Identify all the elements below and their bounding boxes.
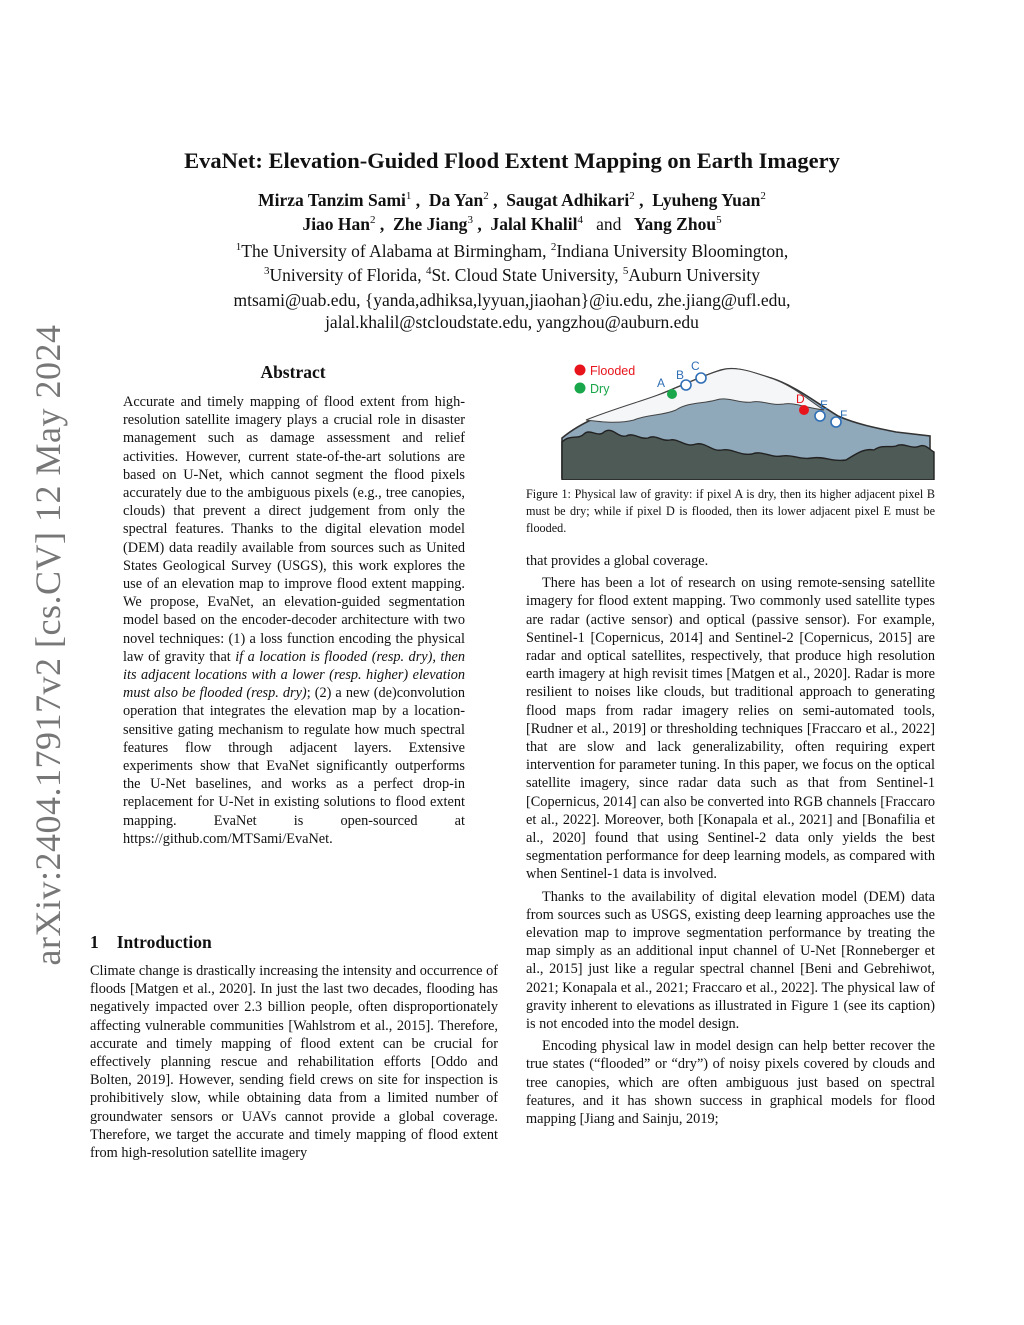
affiliation: St. Cloud State University, [431,265,623,285]
affiliation-line-2 [0,265,1024,286]
arxiv-sidebar [26,324,70,966]
affiliation: Indiana University Bloomington, [556,241,789,261]
email-line-2: jalal.khalil@stcloudstate.edu, yangzhou@auburn.edu [325,312,699,332]
abstract-text: Accurate and timely mapping of flood extent from high-resolution satellite imagery plays a crucial role in disaster management such as damage assessment and relief activities. However, current state-of-the-art solutions are based on U-Net, which cannot segment the flood pixels accurately due to the ambiguous pixels (e.g., tree canopies, clouds) that prevent a direct judgement from only the spectral features. Thanks to the digital elevation model (DEM) data readily available from sources such as United States Geological Survey (USGS), this work explores the use of an elevation map to improve flood extent mapping. We propose, EvaNet, an elevation-guided segmentation model based on the encoder-decoder architecture with two novel techniques: (1) a loss function encoding the physical law of gravity that [123,394,465,665]
affil-mark: 1 [235,241,242,253]
author-name: Zhe Jiang [393,214,468,234]
author-affil-mark: 4 [577,214,583,226]
author-name: Jiao Han [302,214,371,234]
point-e-open [815,411,825,421]
label-b: B [676,368,685,382]
abstract-italic-text: if a location is flooded (resp. dry), then its adjacent locations with a lower (resp. higher) elevation must also be flooded (resp. dry) [123,648,465,702]
intro-left-column: Climate change is drastically increasing the intensity and occurrence of floods [Matgen et al., 2020]. In just the last two decades, flooding has negatively impacted over 2.3 billion people, often disproportionately affecting vulnerable communities [Wahlstrom et al., 2015]. Therefore, accurate and timely mapping of flood extent can be crucial for effectively planning rescue and rehabilitation efforts [Oddo and Bolten, 2019]. However, sending field crews on site for inspection is prohibitively slow, while obtaining data from a limited number of groundwater sensors or UAVs cannot provide a global coverage. Therefore, we target the accurate and timely mapping of flood extent from high-resolution satellite imagery [90,963,498,1162]
point-a-dry [667,389,677,399]
author-name: Lyuheng Yuan [652,190,761,210]
section-number: 1 [90,932,99,952]
author-line-1: Mirza Tanzim Sami$^1$ , Da Yan$^2$ , Saugat Adhikari$^2$ , Lyuheng Yuan$^2$ [258,190,766,210]
author-affil-mark: 2 [483,190,489,202]
label-f: F [840,408,848,422]
abstract-text-end: ; (2) a new (de)convolution operation that integrates the elevation map by a location-sensitive gating mechanism to regulate how much spectral features flow through adjacent layers. Extensive experiments show that EvaNet significantly outperforms the U-Net baselines, and works as a perfect drop-in replacement for U-Net in existing solutions to flood extent mapping. EvaNet is open-sourced at https://github.com/MTSami/EvaNet. [123,685,466,847]
author-name: Mirza Tanzim Sami [258,190,406,210]
abstract-heading: Abstract [260,362,326,382]
point-c-open [696,373,706,383]
author-line-2: Jiao Han$^2$ , Zhe Jiang$^3$ , Jalal Khalil$^4$ and Yang Zhou$^5$ [302,214,722,234]
figure-1-caption: Figure 1: Physical law of gravity: if pixel A is dry, then its higher adjacent pixel B must be dry; while if pixel D is flooded, then its lower adjacent pixel E must be flooded. [526,487,935,535]
affiliation-line-1 [0,241,1024,262]
affil-mark: 2 [550,241,557,253]
author-and: and [596,214,622,234]
label-e: E [820,398,829,412]
author-affil-mark: 3 [467,214,473,226]
legend-dry-marker [575,383,586,394]
paper-title: EvaNet: Elevation-Guided Flood Extent Mapping on Earth Imagery [184,148,840,173]
affiliation: University of Florida, [269,265,426,285]
label-a: A [657,376,666,390]
author-affil-mark: 5 [716,214,722,226]
section-title: Introduction [116,932,212,952]
paragraph: There has been a lot of research on using remote-sensing satellite imagery for flood extent mapping. Two commonly used satellite types are radar (active sensor) and optical (passive sensor). For example, Sentinel-1 [Copernicus, 2014] and Sentinel-2 [Copernicus, 2015] are radar and optical satellites, respectively, that produce high resolution earth imagery at high revisit times [Matgen et al., 2020]. Radar is more resilient to noises like clouds, but traditional approach to generating flood maps from radar imagery relies on semi-automated tools, [Rudner et al., 2019] or thresholding techniques [Fraccaro et al., 2022] that are slow and lack generalizability, often requiring expert intervention for parameter tuning. In this paper, we focus on the optical satellite imagery, since radar data such as that from Sentinel-1 [Copernicus, 2014] can also be converted into RGB channels [Fraccaro et al., 2022]. Moreover, both [Konapala et al., 2021] and [Bonafilia et al., 2020] found that using Sentinel-2 data only yields the best segmentation performance for deep learning models, as compared with when Sentinel-1 data is involved. [526,575,935,883]
section-heading-introduction [90,932,212,953]
author-name: Saugat Adhikari [506,190,630,210]
paragraph: that provides a global coverage. [526,553,709,569]
mountain-illustration [556,358,940,480]
figure-1 [556,358,940,480]
intro-right-column [526,552,935,1128]
affiliation: Auburn University [628,265,761,285]
author-name: Yang Zhou [633,214,717,234]
email-line-1: mtsami@uab.edu, {yanda,adhiksa,lyyuan,jiaohan}@iu.edu, zhe.jiang@ufl.edu, [233,290,791,310]
label-d: D [796,392,805,406]
affil-mark: 5 [622,265,629,277]
legend-dry-label: Dry [590,382,610,396]
affil-mark: 3 [263,265,270,277]
arxiv-identifier: arXiv:2404.17917v2 [cs.CV] 12 May 2024 [28,324,68,966]
affil-mark: 4 [425,265,432,277]
author-affil-mark: 2 [760,190,766,202]
legend-flooded-label: Flooded [590,364,636,378]
author-affil-mark: 1 [405,190,412,202]
affiliation: The University of Alabama at Birmingham, [241,241,551,261]
author-affil-mark: 2 [370,214,376,226]
paragraph: Thanks to the availability of digital elevation model (DEM) data from sources such as USGS, existing deep learning approaches use the elevation map to improve segmentation performance by treating the map simply as an additional input channel of U-Net [Ronneberger et al., 2015] just like a regular spectral channel [Beni and Gebrehiwot, 2021; Konapala et al., 2021; Fraccaro et al., 2022]. The physical law of gravity inherent to elevations as illustrated in Figure 1 (see its caption) is not encoded into the model design. [526,888,935,1033]
legend-flooded-marker [575,365,586,376]
author-affil-mark: 2 [629,190,635,202]
label-c: C [691,359,700,373]
abstract-body [123,393,465,848]
paragraph: Encoding physical law in model design can help better recover the true states (“flooded” or “dry”) of noisy pixels covered by clouds and tree canopies, which are often ambiguous just based on spectral features, and it has shown success in graphical models for flood mapping [Jiang and Sainju, 2019; [526,1038,935,1128]
author-name: Da Yan [428,190,484,210]
author-name: Jalal Khalil [490,214,578,234]
point-d-flooded [799,405,809,415]
